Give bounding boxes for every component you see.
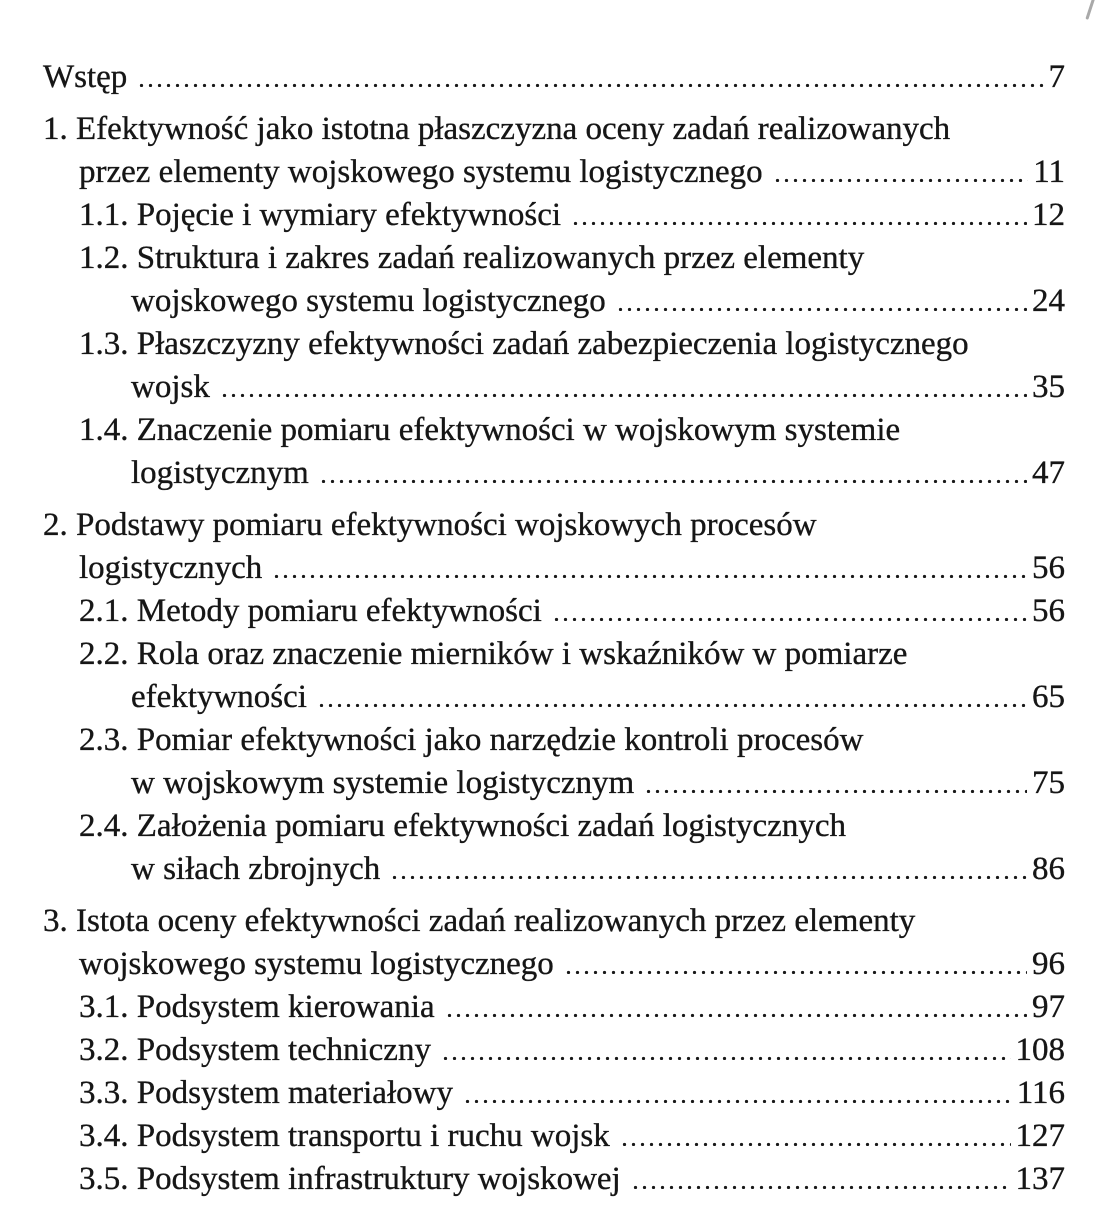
toc-entry-text: 2.2. Rola oraz znaczenie mierników i wskaźników w pomiarze — [79, 636, 908, 672]
toc-entry-text: efektywności — [131, 679, 307, 715]
toc-sub-entry — [43, 1029, 1065, 1072]
toc-entry-text: 2.1. Metody pomiaru efektywności — [79, 593, 542, 629]
toc-entry-text: 1. Efektywność jako istotna płaszczyzna oceny zadań realizowanych — [43, 111, 951, 147]
dot-leader — [219, 388, 1027, 397]
dot-leader — [772, 173, 1029, 182]
page-number: 137 — [1015, 1161, 1065, 1197]
page-number: 75 — [1032, 765, 1065, 801]
toc-sub-entry — [43, 1072, 1065, 1115]
toc-entry-text: logistycznym — [131, 455, 309, 491]
toc-entry-text: 3.5. Podsystem infrastruktury wojskowej — [79, 1161, 621, 1197]
dot-leader — [136, 78, 1043, 87]
toc-row — [43, 943, 1065, 986]
page-number: 24 — [1032, 283, 1065, 319]
dot-leader — [271, 569, 1027, 578]
toc-sub-entry — [43, 719, 1065, 805]
toc-row — [43, 986, 1065, 1029]
toc-row — [43, 1115, 1065, 1158]
toc-entry-text: 3.3. Podsystem materiałowy — [79, 1075, 453, 1111]
page-number: 7 — [1048, 59, 1065, 95]
page-number: 65 — [1032, 679, 1065, 715]
toc-row — [43, 237, 1065, 280]
toc-row — [43, 323, 1065, 366]
toc-sub-entry — [43, 323, 1065, 409]
page-number: 47 — [1032, 455, 1065, 491]
scan-artifact-mark — [1085, 0, 1095, 20]
dot-leader — [316, 698, 1027, 707]
toc-row — [43, 56, 1065, 99]
toc-entry-text: Wstęp — [43, 59, 128, 95]
dot-leader — [619, 1137, 1011, 1146]
toc-sub-entry — [43, 409, 1065, 495]
dot-leader — [318, 474, 1027, 483]
toc-sub-entry — [43, 633, 1065, 719]
toc-row — [43, 452, 1065, 495]
dot-leader — [444, 1008, 1027, 1017]
toc-row — [43, 280, 1065, 323]
toc-row — [43, 108, 1065, 151]
toc-row — [43, 1072, 1065, 1115]
toc-sub-entry — [43, 1115, 1065, 1158]
dot-leader — [389, 870, 1027, 879]
toc-entry-text: wojskowego systemu logistycznego — [131, 283, 606, 319]
toc-entry-text: 3.4. Podsystem transportu i ruchu wojsk — [79, 1118, 610, 1154]
toc-chapter-entry — [43, 900, 1065, 986]
page-number: 108 — [1015, 1032, 1065, 1068]
toc-chapter-entry — [43, 56, 1065, 99]
toc-entry-text: 2.3. Pomiar efektywności jako narzędzie kontroli procesów — [79, 722, 864, 758]
dot-leader — [570, 216, 1027, 225]
toc-entry-text: przez elementy wojskowego systemu logistycznego — [79, 154, 763, 190]
toc-entry-text: 3. Istota oceny efektywności zadań realizowanych przez elementy — [43, 903, 916, 939]
toc-row — [43, 805, 1065, 848]
toc-row — [43, 1158, 1065, 1201]
toc-sub-entry — [43, 986, 1065, 1029]
dot-leader — [462, 1094, 1012, 1103]
toc-entry-text: 1.2. Struktura i zakres zadań realizowanych przez elementy — [79, 240, 865, 276]
toc — [43, 56, 1065, 1201]
page-number: 97 — [1032, 989, 1065, 1025]
toc-row — [43, 900, 1065, 943]
page-number: 56 — [1032, 550, 1065, 586]
toc-chapter-entry — [43, 504, 1065, 590]
dot-leader — [630, 1180, 1011, 1189]
toc-entry-text: wojsk — [131, 369, 210, 405]
dot-leader — [551, 612, 1027, 621]
toc-entry-text: 1.1. Pojęcie i wymiary efektywności — [79, 197, 562, 233]
page-number: 86 — [1032, 851, 1065, 887]
toc-entry-text: 3.1. Podsystem kierowania — [79, 989, 435, 1025]
page-number: 11 — [1033, 154, 1065, 190]
toc-sub-entry — [43, 590, 1065, 633]
toc-row — [43, 676, 1065, 719]
toc-row — [43, 762, 1065, 805]
toc-chapter-entry — [43, 108, 1065, 194]
toc-entry-text: w wojskowym systemie logistycznym — [131, 765, 635, 801]
dot-leader — [563, 965, 1027, 974]
dot-leader — [643, 784, 1027, 793]
toc-row — [43, 366, 1065, 409]
toc-sub-entry — [43, 805, 1065, 891]
page-number: 116 — [1016, 1075, 1065, 1111]
page-number: 127 — [1015, 1118, 1065, 1154]
toc-row — [43, 848, 1065, 891]
toc-row — [43, 590, 1065, 633]
toc-entry-text: 1.3. Płaszczyzny efektywności zadań zabezpieczenia logistycznego — [79, 326, 969, 362]
toc-sub-entry — [43, 237, 1065, 323]
toc-entry-text: 2. Podstawy pomiaru efektywności wojskowych procesów — [43, 507, 817, 543]
toc-entry-text: w siłach zbrojnych — [131, 851, 381, 887]
toc-entry-text: 1.4. Znaczenie pomiaru efektywności w wojskowym systemie — [79, 412, 901, 448]
toc-entry-text: 2.4. Założenia pomiaru efektywności zadań logistycznych — [79, 808, 846, 844]
toc-entry-text: 3.2. Podsystem techniczny — [79, 1032, 431, 1068]
toc-row — [43, 409, 1065, 452]
toc-row — [43, 1029, 1065, 1072]
dot-leader — [615, 302, 1027, 311]
page-number: 96 — [1032, 946, 1065, 982]
toc-row — [43, 194, 1065, 237]
page-number: 56 — [1032, 593, 1065, 629]
toc-sub-entry — [43, 194, 1065, 237]
toc-row — [43, 151, 1065, 194]
toc-entry-text: wojskowego systemu logistycznego — [79, 946, 554, 982]
toc-row — [43, 547, 1065, 590]
page-number: 35 — [1032, 369, 1065, 405]
toc-sub-entry — [43, 1158, 1065, 1201]
dot-leader — [440, 1051, 1011, 1060]
toc-entry-text: logistycznych — [79, 550, 263, 586]
toc-row — [43, 504, 1065, 547]
toc-row — [43, 719, 1065, 762]
toc-row — [43, 633, 1065, 676]
page-number: 12 — [1032, 197, 1065, 233]
